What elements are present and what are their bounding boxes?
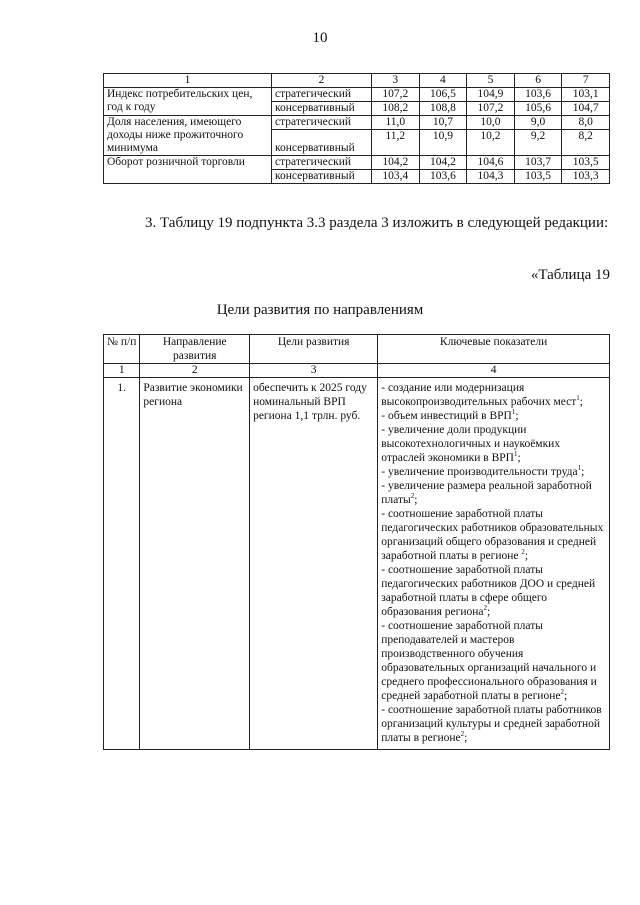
table-header-row — [104, 335, 610, 364]
variant-name: консервативный — [272, 170, 372, 184]
indicator-item — [381, 507, 606, 563]
value-cell: 9,0 — [514, 116, 562, 130]
indicator-tail: ; — [579, 396, 583, 408]
header-cell: Ключевые показатели — [378, 335, 610, 364]
value-cell: 104,6 — [467, 156, 515, 170]
indicator-tail: ; — [581, 466, 585, 478]
header-cell: № п/п — [104, 335, 140, 364]
table-reference: «Таблица 19 — [530, 267, 610, 283]
value-cell: 103,3 — [562, 170, 610, 184]
indicator-text: - соотношение заработной платы преподавателей и мастеров производственного обучения образовательных организаций начального и среднего профессионального образования и средней заработной платы в регионе — [381, 620, 597, 702]
footnote-mark: 1 — [513, 450, 518, 459]
indicator-text: - увеличение доли продукции высокотехнологичных и наукоёмких отраслей экономики в ВРП — [381, 424, 561, 464]
header-cell: 4 — [419, 74, 467, 88]
value-cell: 104,3 — [467, 170, 515, 184]
value-cell: 11,0 — [372, 116, 420, 130]
indicator-text: - увеличение размера реальной заработной платы — [381, 480, 592, 506]
amendment-paragraph: 3. Таблицу 19 подпункта 3.3 раздела 3 изложить в следующей редакции: — [145, 215, 609, 231]
indicator-item — [381, 703, 606, 745]
footnote-mark: 1 — [576, 394, 580, 403]
value-cell: 107,2 — [372, 88, 420, 102]
indicator-item — [381, 423, 606, 465]
goal-cell: обеспечить к 2025 году номинальный ВРП региона 1,1 трлн. руб. — [250, 378, 378, 750]
value-cell: 103,6 — [419, 170, 467, 184]
indicator-tail: ; — [517, 452, 521, 464]
variant-name: стратегический — [272, 116, 372, 130]
value-cell: 8,0 — [562, 116, 610, 130]
indicator-name: Индекс потребительских цен, год к году — [104, 88, 272, 116]
column-number: 4 — [378, 364, 610, 378]
header-cell: 5 — [467, 74, 515, 88]
row-number: 1. — [104, 378, 140, 750]
header-cell: Направление развития — [140, 335, 250, 364]
indicator-text: - увеличение производительности труда — [381, 466, 578, 478]
forecast-table — [103, 73, 610, 184]
indicator-item — [381, 381, 606, 409]
indicator-text: - соотношение заработной платы педагогических работников ДОО и средней заработной платы в сфере общего образования региона — [381, 564, 596, 618]
indicator-text: - соотношение заработной платы работников организаций культуры и средней заработной платы в регионе — [381, 704, 602, 744]
variant-name: консервативный — [272, 130, 372, 156]
variant-name: консервативный — [272, 102, 372, 116]
value-cell: 106,5 — [419, 88, 467, 102]
table-title: Цели развития по направлениям — [216, 302, 424, 318]
indicator-text: - создание или модернизация высокопроизводительных рабочих мест — [381, 382, 577, 408]
value-cell: 103,1 — [562, 88, 610, 102]
value-cell: 107,2 — [467, 102, 515, 116]
header-cell: 2 — [272, 74, 372, 88]
column-number: 3 — [250, 364, 378, 378]
value-cell: 104,2 — [372, 156, 420, 170]
footnote-mark: 1 — [577, 464, 582, 473]
indicator-item — [381, 479, 606, 507]
value-cell: 104,7 — [562, 102, 610, 116]
value-cell: 103,4 — [372, 170, 420, 184]
indicator-item — [381, 409, 606, 423]
development-goals-table — [103, 334, 610, 750]
header-cell: 7 — [562, 74, 610, 88]
footnote-mark: 2 — [521, 548, 525, 557]
indicator-tail: ; — [515, 410, 519, 422]
indicator-text: - объем инвестиций в ВРП — [381, 410, 512, 422]
column-number: 1 — [104, 364, 140, 378]
indicator-name: Оборот розничной торговли — [104, 156, 272, 184]
footnote-mark: 2 — [410, 492, 415, 501]
header-cell: 6 — [514, 74, 562, 88]
indicator-item — [381, 563, 606, 619]
indicator-tail: ; — [464, 732, 468, 744]
page-number: 10 — [312, 30, 328, 46]
value-cell: 105,6 — [514, 102, 562, 116]
footnote-mark: 2 — [460, 730, 465, 739]
indicator-item — [381, 619, 606, 703]
value-cell: 103,5 — [562, 156, 610, 170]
table-row — [104, 378, 610, 750]
value-cell: 11,2 — [372, 130, 420, 156]
indicator-text: - соотношение заработной платы педагогических работников образовательных организаций общего образования и средней заработной платы в регионе — [381, 508, 604, 562]
value-cell: 10,2 — [467, 130, 515, 156]
value-cell: 10,7 — [419, 116, 467, 130]
footnote-mark: 1 — [511, 408, 516, 417]
table-row — [104, 116, 610, 130]
value-cell: 8,2 — [562, 130, 610, 156]
indicator-tail: ; — [524, 550, 529, 562]
table-row — [104, 156, 610, 170]
indicators-cell — [378, 378, 610, 750]
table-header-row — [104, 74, 610, 88]
column-number: 2 — [140, 364, 250, 378]
footnote-mark: 2 — [560, 688, 564, 697]
value-cell: 104,2 — [419, 156, 467, 170]
value-cell: 104,9 — [467, 88, 515, 102]
value-cell: 103,7 — [514, 156, 562, 170]
footnote-mark: 2 — [483, 604, 488, 613]
value-cell: 9,2 — [514, 130, 562, 156]
indicator-name: Доля населения, имеющего доходы ниже прожиточного минимума — [104, 116, 272, 156]
value-cell: 108,8 — [419, 102, 467, 116]
variant-name: стратегический — [272, 88, 372, 102]
value-cell: 103,5 — [514, 170, 562, 184]
direction-cell: Развитие экономики региона — [140, 378, 250, 750]
column-number-row — [104, 364, 610, 378]
value-cell: 108,2 — [372, 102, 420, 116]
indicator-tail: ; — [487, 606, 491, 618]
header-cell: Цели развития — [250, 335, 378, 364]
indicator-tail: ; — [563, 690, 568, 702]
header-cell: 3 — [372, 74, 420, 88]
indicator-tail: ; — [414, 494, 418, 506]
table-row — [104, 88, 610, 102]
value-cell: 10,9 — [419, 130, 467, 156]
value-cell: 103,6 — [514, 88, 562, 102]
indicator-item — [381, 465, 606, 479]
variant-name: стратегический — [272, 156, 372, 170]
value-cell: 10,0 — [467, 116, 515, 130]
header-cell: 1 — [104, 74, 272, 88]
